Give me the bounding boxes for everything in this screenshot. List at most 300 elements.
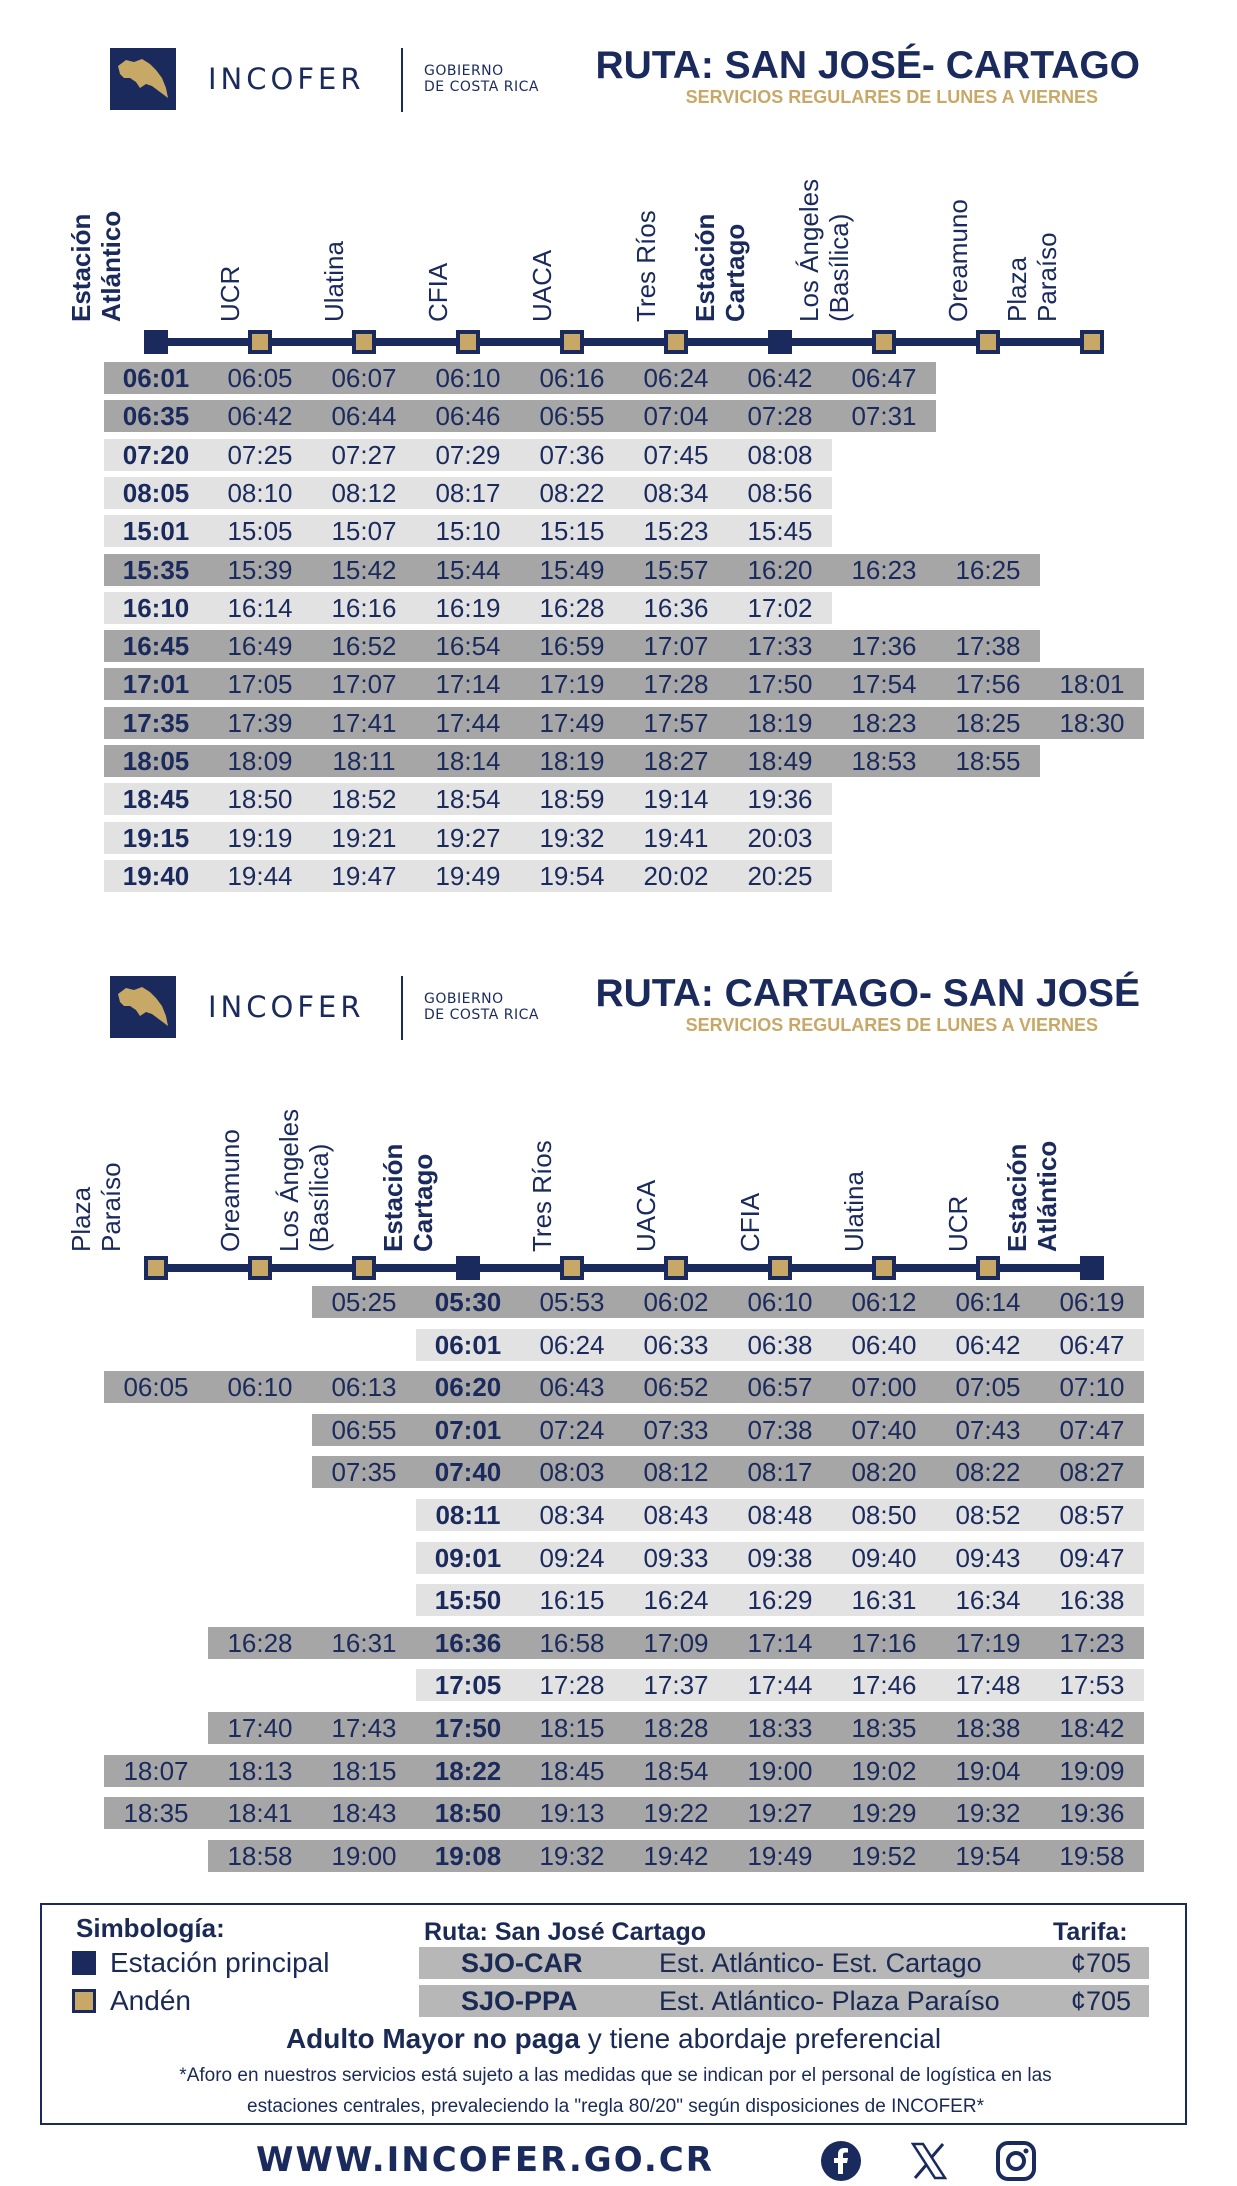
- time-cell: 17:01: [122, 669, 190, 700]
- time-cell: 19:54: [955, 1840, 1021, 1871]
- trip-row: [104, 822, 832, 854]
- header-divider: [401, 976, 403, 1040]
- time-cell: 18:41: [227, 1798, 293, 1829]
- station-name-line: UACA: [527, 249, 557, 322]
- time-cell: 17:43: [331, 1713, 397, 1743]
- time-cell: 07:43: [955, 1414, 1021, 1445]
- estacion-marker-icon: [72, 1951, 96, 1975]
- time-cell: 19:44: [227, 860, 293, 891]
- station-name-line: Cartago: [720, 223, 750, 322]
- time-cell: 19:36: [747, 784, 813, 815]
- time-cell: 19:49: [747, 1840, 813, 1871]
- time-cell: 17:37: [643, 1670, 709, 1701]
- time-cell: 16:20: [747, 554, 813, 585]
- trip-row: [104, 783, 832, 815]
- route1-title: RUTA: SAN JOSÉ- CARTAGO: [595, 44, 1140, 87]
- trip-row: [104, 400, 936, 432]
- capacity-note-line-2: estaciones centrales, prevaleciendo la "regla 80/20" según disposiciones de INCOFER*: [247, 2096, 984, 2117]
- time-cell: 15:15: [539, 516, 605, 547]
- station-name-line: Paraíso: [96, 1162, 126, 1252]
- route2-header: [110, 972, 1140, 1042]
- time-cell: 19:09: [1059, 1755, 1125, 1786]
- time-cell: 17:40: [227, 1713, 293, 1743]
- time-cell: 19:27: [747, 1798, 813, 1829]
- station-name-line: Oreamuno: [215, 1129, 245, 1252]
- fare-route-label: Ruta: San José Cartago: [424, 1918, 707, 1946]
- time-cell: 19:32: [539, 822, 605, 853]
- time-cell: 18:45: [122, 784, 190, 815]
- time-cell: 06:19: [1059, 1287, 1125, 1317]
- capacity-note-line-1: *Aforo en nuestros servicios está sujeto a las medidas que se indican por el personal de logística en las: [179, 2065, 1052, 2086]
- time-cell: 18:43: [331, 1798, 397, 1829]
- time-cell: 08:27: [1059, 1457, 1125, 1488]
- time-cell: 17:50: [434, 1713, 502, 1743]
- fare-code: SJO-PPA: [461, 1986, 578, 2016]
- time-cell: 06:42: [747, 363, 813, 393]
- time-cell: 15:39: [227, 554, 293, 585]
- time-cell: 17:05: [434, 1670, 502, 1701]
- trip-row: [208, 1712, 1144, 1744]
- time-cell: 15:57: [643, 554, 709, 585]
- time-cell: 16:34: [955, 1585, 1021, 1616]
- brand-name: INCOFER: [208, 62, 365, 96]
- time-cell: 07:25: [227, 439, 293, 470]
- time-cell: 08:03: [539, 1457, 605, 1488]
- time-cell: 07:29: [435, 439, 501, 470]
- trip-row: [104, 362, 936, 394]
- trip-row: [416, 1542, 1144, 1574]
- time-cell: 08:57: [1059, 1500, 1125, 1530]
- time-cell: 19:36: [1059, 1798, 1125, 1829]
- time-cell: 16:16: [331, 592, 397, 623]
- time-cell: 08:34: [539, 1500, 605, 1530]
- time-cell: 18:13: [227, 1755, 293, 1786]
- time-cell: 17:44: [435, 707, 501, 738]
- time-cell: 06:05: [227, 363, 293, 393]
- time-cell: 18:54: [643, 1755, 709, 1786]
- time-cell: 18:05: [122, 746, 190, 776]
- route2-subtitle: SERVICIOS REGULARES DE LUNES A VIERNES: [685, 1015, 1098, 1035]
- time-cell: 05:25: [331, 1287, 397, 1317]
- time-cell: 06:01: [434, 1329, 502, 1360]
- time-cell: 08:52: [955, 1500, 1021, 1530]
- time-cell: 17:09: [643, 1627, 709, 1658]
- capacity-note: [102, 2060, 1129, 2122]
- fare-description: Est. Atlántico- Est. Cartago: [659, 1948, 982, 1978]
- fare-code: SJO-CAR: [461, 1948, 583, 1978]
- anden-marker-icon: [1080, 330, 1104, 354]
- time-cell: 19:32: [539, 1840, 605, 1871]
- trip-row: [104, 515, 832, 547]
- time-cell: 08:22: [539, 477, 605, 508]
- time-cell: 16:19: [435, 592, 501, 623]
- time-cell: 18:49: [747, 746, 813, 776]
- time-cell: 05:53: [539, 1287, 605, 1317]
- time-cell: 19:47: [331, 860, 397, 891]
- time-cell: 15:45: [747, 516, 813, 547]
- time-cell: 06:20: [434, 1372, 502, 1403]
- time-cell: 17:46: [851, 1670, 917, 1701]
- time-cell: 19:49: [435, 860, 501, 891]
- time-cell: 17:50: [747, 669, 813, 700]
- time-cell: 20:25: [747, 860, 813, 891]
- time-cell: 16:10: [122, 592, 190, 623]
- x-icon[interactable]: [908, 2140, 950, 2182]
- route1-subtitle: SERVICIOS REGULARES DE LUNES A VIERNES: [685, 87, 1098, 107]
- trip-row: [104, 554, 1040, 586]
- station-name-line: Plaza: [1002, 256, 1032, 322]
- time-cell: 06:55: [331, 1414, 397, 1445]
- time-cell: 16:49: [227, 631, 293, 662]
- time-cell: 16:15: [539, 1585, 605, 1616]
- time-cell: 16:45: [122, 631, 190, 662]
- time-cell: 19:29: [851, 1798, 917, 1829]
- route-line: [156, 1264, 1092, 1272]
- time-cell: 09:33: [643, 1542, 709, 1573]
- station-name-line: Plaza: [66, 1186, 96, 1252]
- time-cell: 16:23: [851, 554, 917, 585]
- time-cell: 17:14: [435, 669, 501, 700]
- header-divider: [401, 48, 403, 112]
- time-cell: 17:28: [539, 1670, 605, 1701]
- time-cell: 17:56: [955, 669, 1021, 700]
- time-cell: 16:52: [331, 631, 397, 662]
- time-cell: 18:23: [851, 707, 917, 738]
- time-cell: 18:42: [1059, 1713, 1125, 1743]
- time-cell: 07:00: [851, 1372, 917, 1403]
- time-cell: 15:10: [435, 516, 501, 547]
- time-cell: 07:27: [331, 439, 397, 470]
- time-cell: 07:40: [434, 1457, 502, 1488]
- time-cell: 17:35: [122, 707, 190, 738]
- time-cell: 18:50: [227, 784, 293, 815]
- time-cell: 06:40: [851, 1329, 917, 1360]
- time-cell: 17:23: [1059, 1627, 1125, 1658]
- time-cell: 16:25: [955, 554, 1021, 585]
- time-cell: 17:48: [955, 1670, 1021, 1701]
- legend-anden: [72, 1985, 191, 2017]
- trip-row: [208, 1627, 1144, 1659]
- station-name-line: Paraíso: [1032, 232, 1062, 322]
- time-cell: 19:27: [435, 822, 501, 853]
- time-cell: 16:28: [539, 592, 605, 623]
- time-cell: 19:40: [122, 860, 190, 891]
- trip-row: [416, 1329, 1144, 1361]
- time-cell: 17:57: [643, 707, 709, 738]
- time-cell: 06:42: [955, 1329, 1021, 1360]
- time-cell: 19:42: [643, 1840, 709, 1871]
- time-cell: 16:24: [643, 1585, 709, 1616]
- time-cell: 19:22: [643, 1798, 709, 1829]
- legend-anden-label: Andén: [110, 1985, 191, 2016]
- time-cell: 08:11: [435, 1500, 501, 1530]
- time-cell: 16:28: [227, 1627, 293, 1658]
- anden-marker-icon: [872, 1256, 896, 1280]
- trip-row: [104, 630, 1040, 662]
- time-cell: 19:15: [122, 822, 190, 853]
- anden-marker-icon: [248, 330, 272, 354]
- station-name-line: Cartago: [408, 1153, 438, 1252]
- footer: [0, 2140, 1237, 2185]
- time-cell: 17:28: [643, 669, 709, 700]
- fare-price: ¢705: [1070, 1986, 1131, 2016]
- time-cell: 07:10: [1059, 1372, 1125, 1403]
- time-cell: 16:31: [851, 1585, 917, 1616]
- anden-marker-icon: [664, 1256, 688, 1280]
- station-name-line: CFIA: [423, 262, 453, 322]
- estacion-marker-icon: [1080, 1256, 1104, 1280]
- time-cell: 17:05: [227, 669, 293, 700]
- station-name-line: Ulatina: [839, 1171, 869, 1252]
- time-cell: 18:38: [955, 1713, 1021, 1743]
- time-cell: 16:36: [643, 592, 709, 623]
- time-cell: 19:21: [331, 822, 397, 853]
- time-cell: 06:35: [122, 401, 190, 432]
- time-cell: 09:38: [747, 1542, 813, 1573]
- time-cell: 06:55: [539, 401, 605, 432]
- time-cell: 08:20: [851, 1457, 917, 1488]
- time-cell: 18:28: [643, 1713, 709, 1743]
- time-cell: 07:33: [643, 1414, 709, 1445]
- time-cell: 16:14: [227, 592, 293, 623]
- time-cell: 19:00: [331, 1840, 397, 1871]
- time-cell: 06:14: [955, 1287, 1021, 1317]
- time-cell: 15:42: [331, 554, 397, 585]
- time-cell: 16:59: [539, 631, 605, 662]
- website-link[interactable]: WWW.INCOFER.GO.CR: [256, 2140, 714, 2180]
- time-cell: 18:55: [955, 746, 1021, 776]
- time-cell: 17:36: [851, 631, 917, 662]
- time-cell: 06:12: [851, 1287, 917, 1317]
- time-cell: 16:58: [539, 1627, 605, 1658]
- time-cell: 06:43: [539, 1372, 605, 1403]
- brand-name: INCOFER: [208, 990, 365, 1024]
- time-cell: 17:16: [851, 1627, 917, 1658]
- time-cell: 18:59: [539, 784, 605, 815]
- time-cell: 08:10: [227, 477, 293, 508]
- time-cell: 18:14: [435, 746, 501, 776]
- time-cell: 08:56: [747, 477, 813, 508]
- station-name-line: Estación: [690, 213, 720, 322]
- anden-marker-icon: [976, 330, 1000, 354]
- time-cell: 15:49: [539, 554, 605, 585]
- incofer-logo: [110, 48, 176, 110]
- trip-row: [104, 1755, 1144, 1787]
- time-cell: 06:10: [227, 1372, 293, 1403]
- trip-row: [312, 1286, 1144, 1318]
- time-cell: 18:45: [539, 1755, 605, 1786]
- anden-marker-icon: [352, 1256, 376, 1280]
- time-cell: 06:42: [227, 401, 293, 432]
- adulto-mayor-rest: y tiene abordaje preferencial: [579, 2023, 942, 2054]
- time-cell: 16:54: [435, 631, 501, 662]
- route2-title: RUTA: CARTAGO- SAN JOSÉ: [595, 972, 1140, 1015]
- trip-row: [312, 1456, 1144, 1488]
- time-cell: 15:07: [331, 516, 397, 547]
- time-cell: 18:22: [434, 1755, 502, 1786]
- route1-header: [110, 44, 1140, 114]
- time-cell: 07:40: [851, 1414, 917, 1445]
- time-cell: 06:13: [331, 1372, 397, 1403]
- time-cell: 19:54: [539, 860, 605, 891]
- time-cell: 06:44: [331, 401, 397, 432]
- gov-line-2: DE COSTA RICA: [424, 1007, 539, 1023]
- anden-marker-icon: [976, 1256, 1000, 1280]
- time-cell: 07:38: [747, 1414, 813, 1445]
- time-cell: 06:52: [643, 1372, 709, 1403]
- station-name-line: Los Ángeles: [794, 178, 824, 322]
- trip-row: [104, 860, 832, 892]
- time-cell: 19:32: [955, 1798, 1021, 1829]
- fare-description: Est. Atlántico- Plaza Paraíso: [659, 1986, 1000, 2016]
- time-cell: 18:11: [332, 746, 396, 776]
- time-cell: 08:17: [435, 477, 501, 508]
- time-cell: 18:19: [539, 746, 605, 776]
- station-name-line: Oreamuno: [943, 199, 973, 322]
- time-cell: 18:53: [851, 746, 917, 776]
- time-cell: 18:15: [539, 1713, 605, 1743]
- gov-line-1: GOBIERNO: [424, 991, 504, 1007]
- time-cell: 08:05: [122, 477, 190, 508]
- time-cell: 18:50: [434, 1798, 502, 1829]
- time-cell: 18:19: [747, 707, 813, 738]
- trip-row: [104, 592, 832, 624]
- legend-estacion-label: Estación principal: [110, 1947, 330, 1978]
- time-cell: 15:23: [643, 516, 709, 547]
- government-label: [424, 991, 539, 1023]
- anden-marker-icon: [352, 330, 376, 354]
- time-cell: 08:48: [747, 1500, 813, 1530]
- anden-marker-icon: [768, 1256, 792, 1280]
- time-cell: 19:13: [539, 1798, 605, 1829]
- time-cell: 07:28: [747, 401, 813, 432]
- time-cell: 19:02: [851, 1755, 917, 1786]
- time-cell: 16:38: [1059, 1585, 1125, 1616]
- time-cell: 07:05: [955, 1372, 1021, 1403]
- time-cell: 06:05: [123, 1372, 189, 1403]
- time-cell: 06:01: [122, 363, 190, 393]
- legend-box: [40, 1903, 1187, 2125]
- time-cell: 15:35: [122, 554, 190, 585]
- time-cell: 17:07: [643, 631, 709, 662]
- fare-label: Tarifa:: [1053, 1918, 1128, 1946]
- fare-row: [419, 1985, 1149, 2017]
- gov-line-2: DE COSTA RICA: [424, 79, 539, 95]
- time-cell: 17:49: [539, 707, 605, 738]
- station-name-line: (Basílica): [304, 1143, 334, 1252]
- time-cell: 08:17: [747, 1457, 813, 1488]
- fare-row: [419, 1947, 1149, 1979]
- trip-row: [104, 668, 1144, 700]
- time-cell: 18:35: [123, 1798, 189, 1829]
- station-name-line: Estación: [1002, 1143, 1032, 1252]
- time-cell: 18:09: [227, 746, 293, 776]
- time-cell: 08:34: [643, 477, 709, 508]
- station-name-line: Atlántico: [1032, 1140, 1062, 1252]
- time-cell: 06:24: [643, 363, 709, 393]
- time-cell: 18:07: [123, 1755, 189, 1786]
- time-cell: 17:02: [747, 592, 813, 623]
- time-cell: 07:35: [331, 1457, 397, 1488]
- time-cell: 18:33: [747, 1713, 813, 1743]
- trip-row: [416, 1669, 1144, 1701]
- time-cell: 09:24: [539, 1542, 605, 1573]
- trip-row: [104, 1371, 1144, 1403]
- time-cell: 06:47: [851, 363, 917, 393]
- trip-row: [104, 477, 832, 509]
- time-cell: 15:05: [227, 516, 293, 547]
- station-name-line: UCR: [943, 1195, 973, 1252]
- station-name-line: Estación: [378, 1143, 408, 1252]
- time-cell: 19:08: [434, 1840, 502, 1871]
- time-cell: 09:47: [1059, 1542, 1125, 1573]
- time-cell: 19:52: [851, 1840, 917, 1871]
- government-label: [424, 63, 539, 95]
- estacion-marker-icon: [768, 330, 792, 354]
- time-cell: 17:14: [747, 1627, 813, 1658]
- time-cell: 06:24: [539, 1329, 605, 1360]
- anden-marker-icon: [456, 330, 480, 354]
- time-cell: 17:54: [851, 669, 917, 700]
- time-cell: 16:29: [747, 1585, 813, 1616]
- estacion-marker-icon: [144, 330, 168, 354]
- station-name-line: Estación: [66, 213, 96, 322]
- time-cell: 15:01: [122, 516, 190, 547]
- adulto-mayor-bold: Adulto Mayor no paga: [285, 2023, 580, 2054]
- trip-row: [416, 1584, 1144, 1616]
- station-name-line: Tres Ríos: [631, 210, 661, 322]
- time-cell: 06:10: [435, 363, 501, 393]
- instagram-icon[interactable]: [995, 2140, 1037, 2182]
- time-cell: 16:36: [434, 1627, 502, 1658]
- time-cell: 18:52: [331, 784, 397, 815]
- facebook-icon[interactable]: [820, 2140, 862, 2182]
- anden-marker-icon: [664, 330, 688, 354]
- time-cell: 09:43: [955, 1542, 1021, 1573]
- time-cell: 17:19: [539, 669, 605, 700]
- time-cell: 07:36: [539, 439, 605, 470]
- time-cell: 09:40: [851, 1542, 917, 1573]
- station-name-line: UCR: [215, 265, 245, 322]
- time-cell: 07:24: [539, 1414, 605, 1445]
- time-cell: 06:57: [747, 1372, 813, 1403]
- time-cell: 06:33: [643, 1329, 709, 1360]
- time-cell: 17:41: [331, 707, 397, 738]
- time-cell: 06:47: [1059, 1329, 1125, 1360]
- time-cell: 18:25: [955, 707, 1021, 738]
- station-name-line: UACA: [631, 1179, 661, 1252]
- time-cell: 06:46: [435, 401, 501, 432]
- trip-row: [104, 745, 1040, 777]
- time-cell: 06:10: [747, 1287, 813, 1317]
- time-cell: 08:12: [331, 477, 397, 508]
- time-cell: 18:15: [331, 1755, 397, 1786]
- station-name-line: Ulatina: [319, 241, 349, 322]
- trip-row: [104, 1797, 1144, 1829]
- time-cell: 05:30: [434, 1287, 502, 1317]
- anden-marker-icon: [560, 330, 584, 354]
- adulto-mayor-note: [42, 2023, 1185, 2055]
- time-cell: 17:39: [227, 707, 293, 738]
- station-name-line: CFIA: [735, 1192, 765, 1252]
- incofer-logo: [110, 976, 176, 1038]
- time-cell: 09:01: [434, 1542, 502, 1573]
- time-cell: 19:00: [747, 1755, 813, 1786]
- time-cell: 19:41: [643, 822, 709, 853]
- time-cell: 15:44: [435, 554, 501, 585]
- trip-row: [312, 1414, 1144, 1446]
- time-cell: 07:20: [122, 439, 190, 470]
